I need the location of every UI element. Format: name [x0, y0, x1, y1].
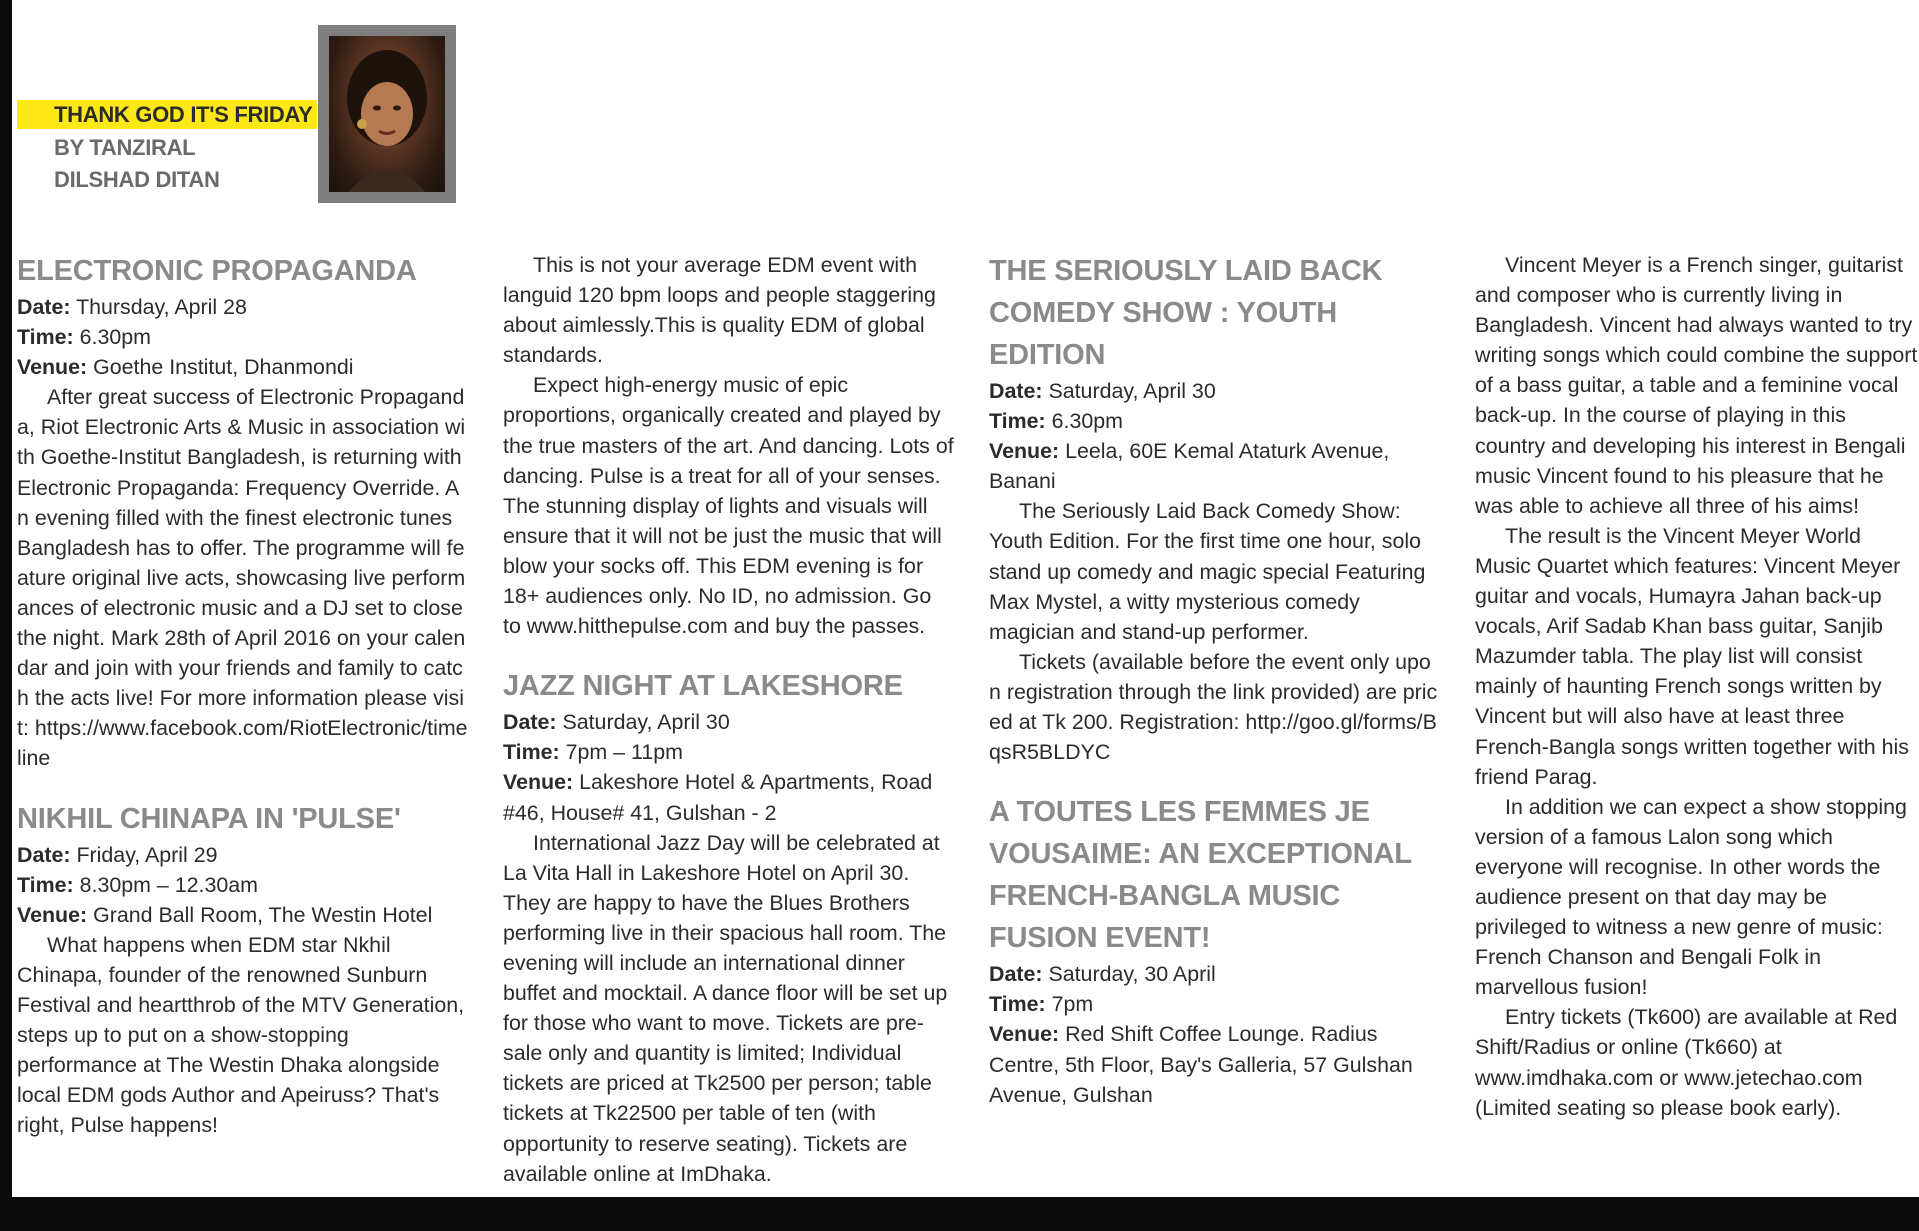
- event-body: After great success of Electronic Propaganda, Riot Electronic Arts & Music in association with Goethe-Institut Bangladesh, is returning with Electronic Propaganda: Frequency Override. An evening filled with the finest electronic tunes Bangladesh has to offer. The programme will feature original live acts, showcasing live performances of electronic music and a DJ set to close the night. Mark 28th of April 2016 on your calendar and join with your friends and family to catch the acts live! For more information please visit: https://www.facebook.com/RiotElectronic/timeline: [17, 385, 468, 771]
- column-kicker: THANK GOD IT'S FRIDAY: [54, 102, 313, 127]
- byline: BY TANZIRAL DILSHAD DITAN: [54, 135, 220, 192]
- event-venue: Venue: Leela, 60E Kemal Ataturk Avenue, Banani: [989, 439, 1390, 494]
- event-body: International Jazz Day will be celebrated at La Vita Hall in Lakeshore Hotel on April 30. They are happy to have the Blues Brothers performing live in their spacious hall room. The evening will include an international dinner buffet and mocktail. A dance floor will be set up for those who want to move. Tickets are pre-sale only and quantity is limited; Individual tickets are priced at Tk2500 per person; table tickets at Tk22500 per table of ten (with opportunity to reserve seating). Tickets are available online at ImDhaka.: [503, 830, 948, 1186]
- column-2: [503, 250, 955, 1189]
- event-time: Time: 8.30pm – 12.30am: [17, 872, 258, 897]
- event-venue: Venue: Goethe Institut, Dhanmondi: [17, 355, 354, 380]
- event-venue: Venue: Grand Ball Room, The Westin Hotel: [17, 902, 433, 927]
- event-french-bangla-fusion: [989, 791, 1441, 1109]
- column-4: [1475, 250, 1919, 1123]
- event-date: Date: Thursday, April 28: [17, 295, 247, 319]
- event-jazz-night: [503, 665, 955, 1189]
- event-time: Time: 6.30pm: [989, 409, 1123, 434]
- event-date: Date: Saturday, April 30: [989, 379, 1216, 403]
- event-venue: Venue: Red Shift Coffee Lounge. Radius Centre, 5th Floor, Bay's Galleria, 57 Gulshan Avenue, Gulshan: [989, 1022, 1413, 1107]
- event-comedy-show: [989, 250, 1441, 767]
- event-venue: Venue: Lakeshore Hotel & Apartments, Road #46, House# 41, Gulshan - 2: [503, 770, 933, 825]
- author-photo-image: [329, 36, 445, 192]
- event-title: THE SERIOUSLY LAID BACK COMEDY SHOW : YOUTH EDITION: [989, 255, 1383, 371]
- portrait-illustration: [329, 36, 445, 192]
- event-nikhil-chinapa: [17, 798, 469, 1141]
- event-electronic-propaganda: [17, 250, 469, 774]
- event-title: JAZZ NIGHT AT LAKESHORE: [503, 670, 903, 703]
- event-date: Date: Friday, April 29: [17, 842, 218, 867]
- scan-bottom-band: [0, 1197, 1919, 1231]
- event-body: Entry tickets (Tk600) are available at Red Shift/Radius or online (Tk660) at www.imdhaka.com or www.jetechao.com (Limited seating so please book early).: [1475, 1005, 1898, 1120]
- event-body: In addition we can expect a show stopping version of a famous Lalon song which everyone will recognise. In other words the audience present on that day may be privileged to witness a new genre of music: French Chanson and Bengali Folk in marvellous fusion!: [1475, 794, 1907, 1000]
- author-photo: [318, 25, 456, 203]
- event-body: Tickets (available before the event only upon registration through the link provided) are priced at Tk 200. Registration: http://goo.gl/forms/BqsR5BLDYC: [989, 649, 1438, 765]
- event-body: Vincent Meyer is a French singer, guitarist and composer who is currently living in Bangladesh. Vincent had always wanted to try writing songs which could combine the support of a bass guitar, a table and a feminine vocal back-up. In the course of playing in this country and developing his interest in Bengali music Vincent found to his pleasure that he was able to achieve all three of his aims!: [1475, 253, 1918, 518]
- column-1: [17, 250, 469, 1140]
- scan-edge: [0, 0, 12, 1231]
- event-date: Date: Saturday, April 30: [503, 710, 730, 735]
- event-time: Time: 7pm: [989, 992, 1094, 1017]
- event-body: Expect high-energy music of epic proportions, organically created and played by the true masters of the art. And dancing. Lots of dancing. Pulse is a treat for all of your senses. The stunning display of lights and visuals will ensure that it will not be just the music that will blow your socks off. This EDM evening is for 18+ audiences only. No ID, no admission. Go to www.hitthepulse.com and buy the passes.: [503, 373, 954, 639]
- event-body: What happens when EDM star Nkhil Chinapa, founder of the renowned Sunburn Festival and heartthrob of the MTV Generation, steps up to put on a show-stopping performance at The Westin Dhaka alongside local EDM gods Author and Apeiruss? That's right, Pulse happens!: [17, 932, 465, 1138]
- event-time: Time: 6.30pm: [17, 325, 151, 350]
- event-body: This is not your average EDM event with languid 120 bpm loops and people staggering about aimlessly.This is quality EDM of global standards.: [503, 253, 936, 368]
- event-date: Date: Saturday, 30 April: [989, 962, 1216, 987]
- event-time: Time: 7pm – 11pm: [503, 740, 683, 765]
- event-body: The result is the Vincent Meyer World Music Quartet which features: Vincent Meyer guitar and vocals, Humayra Jahan back-up vocals, Arif Sadab Khan bass guitar, Sanjib Mazumder tabla. The play list will consist mainly of haunting French songs written by Vincent but will also have at least three French-Bangla songs written together with his friend Parag.: [1475, 523, 1909, 789]
- event-title: ELECTRONIC PROPAGANDA: [17, 255, 417, 287]
- column-3: [989, 250, 1441, 1110]
- event-body: The Seriously Laid Back Comedy Show: Youth Edition. For the first time one hour, solo stand up comedy and magic special Featuring Max Mystel, a witty mysterious comedy magician and stand-up performer.: [989, 499, 1426, 644]
- event-title: A TOUTES LES FEMMES JE VOUSAIME: AN EXCEPTIONAL FRENCH-BANGLA MUSIC FUSION EVENT!: [989, 796, 1412, 955]
- event-title: NIKHIL CHINAPA IN 'PULSE': [17, 802, 401, 835]
